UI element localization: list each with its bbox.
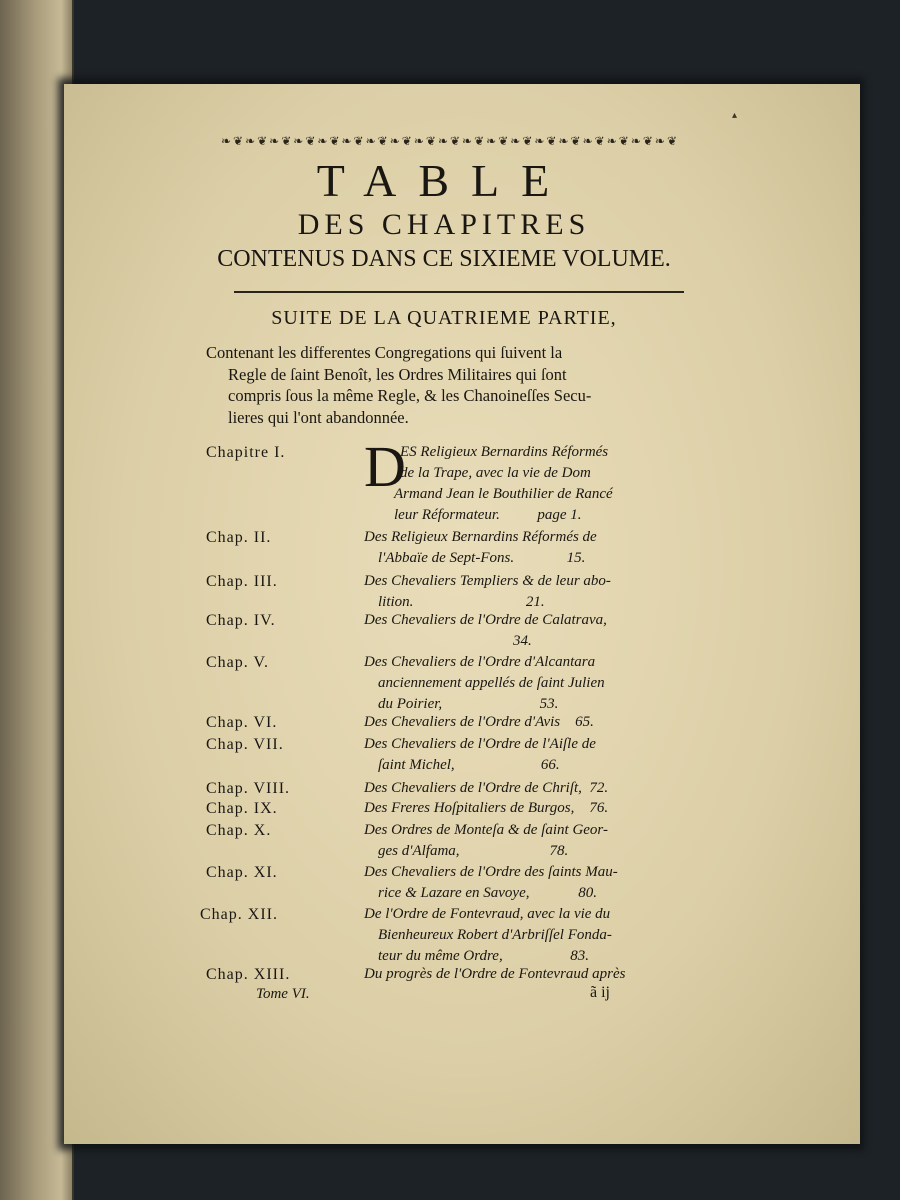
chapter-title-line: Des Chevaliers de l'Ordre d'Alcantara — [364, 654, 596, 670]
intro-paragraph — [206, 342, 690, 428]
volume-label: Tome VI. — [256, 986, 310, 1002]
chapter-title-line: Des Chevaliers de l'Ordre de l'Aiſle de — [364, 736, 596, 752]
chapter-title-line: de la Trape, avec la vie de Dom — [400, 465, 591, 481]
title-table: TABLE — [316, 155, 572, 206]
chapter-title-line: anciennement appellés de ſaint Julien — [378, 675, 605, 691]
chapter-title — [364, 712, 694, 733]
chapter-label: Chap. VI. — [206, 714, 278, 731]
chapter-title-line: 34. — [378, 633, 532, 649]
chapter-label: Chap. IX. — [206, 800, 278, 817]
signature-mark: ã ij — [590, 984, 610, 1001]
ornament-border: ❧❦❧❦❧❦❧❦❧❦❧❦❧❦❧❦❧❦❧❦❧❦❧❦❧❦❧❦❧❦❧❦❧❦❧❦❧❦ — [220, 134, 680, 148]
chapter-title-line: lition. 21. — [378, 594, 545, 610]
title-rule — [234, 291, 684, 293]
chapter-title-line: Des Chevaliers de l'Ordre des ſaints Mau- — [364, 864, 618, 880]
chapter-title-line: Des Chevaliers de l'Ordre d'Avis 65. — [364, 714, 594, 730]
chapter-label: Chap. III. — [206, 573, 278, 590]
chapter-title — [364, 652, 694, 715]
chapter-title-line: ES Religieux Bernardins Réformés — [400, 444, 609, 460]
chapter-title-line: Des Religieux Bernardins Réformés de — [364, 529, 597, 545]
chapter-title — [364, 904, 694, 967]
drop-cap: D — [364, 434, 406, 499]
section-title: SUITE DE LA QUATRIEME PARTIE, — [271, 307, 617, 329]
chapter-title-line: du Poirier, 53. — [378, 696, 559, 712]
chapter-label: Chapitre I. — [206, 444, 286, 461]
chapter-title — [364, 964, 694, 985]
chapter-title-line: rice & Lazare en Savoye, 80. — [378, 885, 597, 901]
chapter-title-line: ſaint Michel, 66. — [378, 757, 560, 773]
chapter-label: Chap. VII. — [206, 736, 284, 753]
chapter-title — [364, 862, 694, 904]
chapter-title-line: De l'Ordre de Fontevraud, avec la vie du — [364, 906, 611, 922]
chapter-label: Chap. XII. — [200, 906, 278, 923]
intro-line: Contenant les differentes Congregations qui ſuivent la — [206, 343, 563, 362]
chapter-title-line: ges d'Alfama, 78. — [378, 843, 569, 859]
chapter-title-line: Des Freres Hoſpitaliers de Burgos, 76. — [364, 800, 609, 816]
chapter-title — [364, 527, 694, 569]
chapter-label: Chap. X. — [206, 822, 272, 839]
chapter-title — [364, 778, 694, 799]
title-contenus: CONTENUS DANS CE SIXIEME VOLUME. — [217, 246, 671, 272]
chapter-title — [364, 571, 694, 613]
chapter-title — [364, 734, 694, 776]
chapter-title — [364, 610, 694, 652]
chapter-title-line: Des Chevaliers Templiers & de leur abo- — [364, 573, 611, 589]
chapter-title-line: Des Chevaliers de l'Ordre de Calatrava, — [364, 612, 607, 628]
title-des-chapitres: DES CHAPITRES — [297, 208, 591, 241]
chapter-title-line: Du progrès de l'Ordre de Fontevraud après — [364, 966, 626, 982]
book-page — [64, 84, 860, 1144]
chapter-label: Chap. XI. — [206, 864, 278, 881]
intro-line: lieres qui l'ont abandonnée. — [228, 407, 409, 427]
chapter-title-line: leur Réformateur. page 1. — [394, 507, 582, 523]
chapter-title-line: l'Abbaïe de Sept-Fons. 15. — [378, 550, 586, 566]
chapter-title — [364, 820, 694, 862]
chapter-label: Chap. V. — [206, 654, 269, 671]
chapter-label: Chap. IV. — [206, 612, 276, 629]
chapter-label: Chap. II. — [206, 529, 272, 546]
chapter-title-line: Armand Jean le Bouthilier de Rancé — [394, 486, 613, 502]
chapter-title-line: Bienheureux Robert d'Arbriſſel Fonda- — [378, 927, 612, 943]
chapter-title-line: Des Ordres de Monteſa & de ſaint Geor- — [364, 822, 608, 838]
chapter-title — [364, 798, 694, 819]
intro-line: compris ſous la même Regle, & les Chanoineſſes Secu- — [228, 386, 592, 405]
chapter-title-line: teur du même Ordre, 83. — [378, 948, 589, 964]
corner-mark: ▴ — [732, 110, 738, 121]
chapter-title — [394, 442, 696, 526]
chapter-title-line: Des Chevaliers de l'Ordre de Chriſt, 72. — [364, 780, 609, 796]
chapter-label: Chap. VIII. — [206, 780, 291, 797]
intro-line: Regle de ſaint Benoît, les Ordres Militaires qui ſont — [228, 364, 567, 384]
chapter-label: Chap. XIII. — [206, 966, 291, 983]
